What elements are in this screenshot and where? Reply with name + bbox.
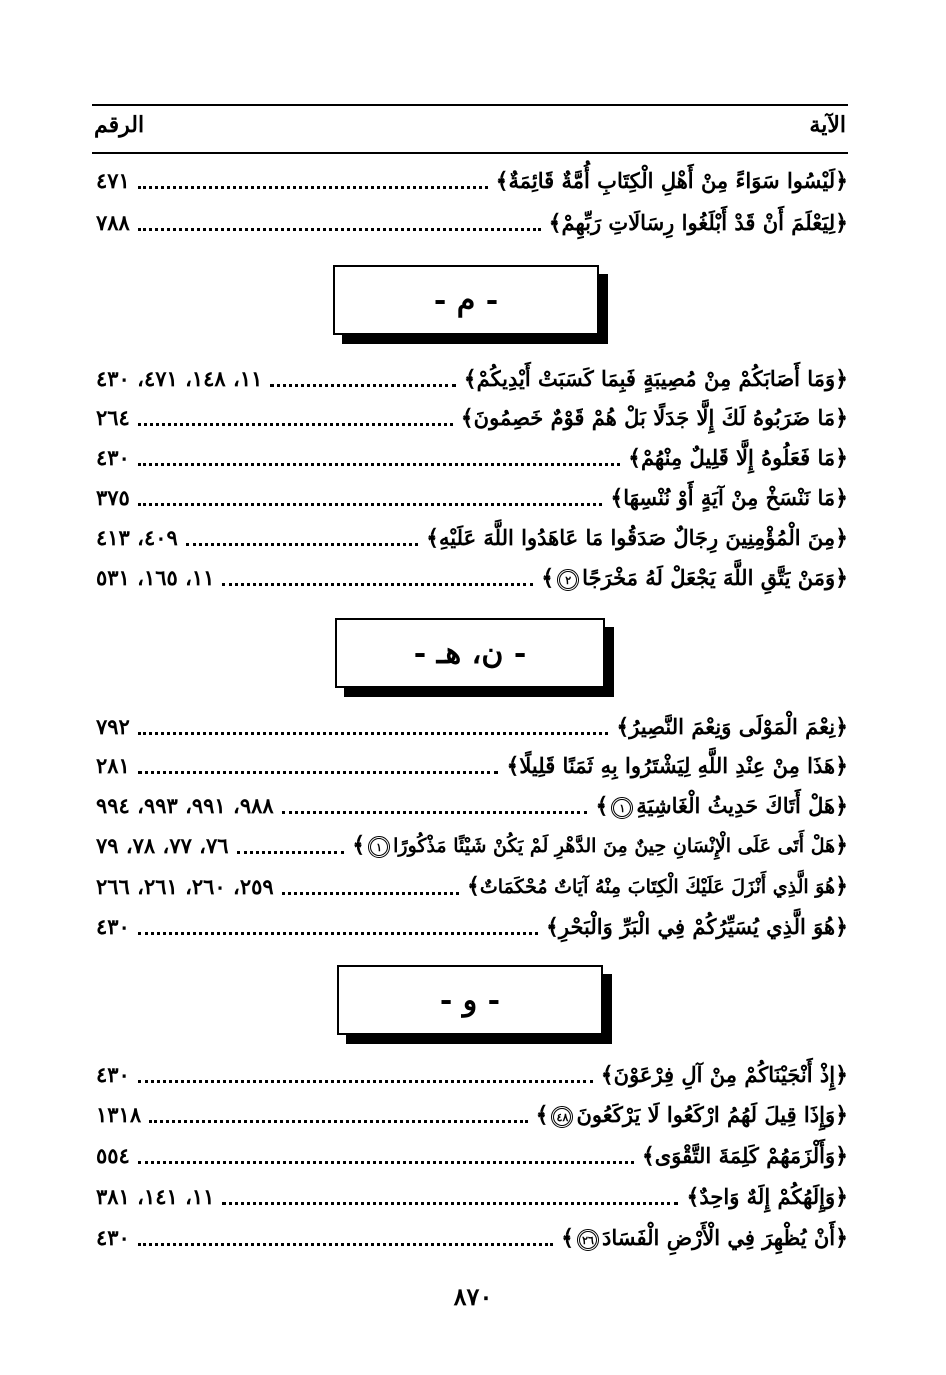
section-heading-meem: - م - (333, 265, 599, 335)
verse-end-mark: ١ (368, 836, 390, 858)
page-references: ٧٨٨ (96, 210, 130, 235)
index-row (96, 825, 848, 861)
page-references: ٤٣٠ (96, 445, 130, 470)
index-row (96, 397, 848, 433)
index-row (96, 517, 848, 553)
leader-dots (138, 503, 603, 506)
index-row (96, 745, 848, 781)
leader-dots (222, 1202, 678, 1205)
index-row (96, 1054, 848, 1090)
leader-dots (138, 932, 538, 935)
ayah-text: ﴿مَا نَنْسَخْ مِنْ آيَةٍ أَوْ نُنْسِهَا﴾ (610, 485, 848, 511)
index-row (96, 160, 848, 196)
ayah-text: ﴿هَلْ أَتَى عَلَى الْإِنْسَانِ حِينٌ مِنَ الدَّهْرِ لَمْ يَكُنْ شَيْئًا مَذْكُورًا١﴾ (352, 832, 848, 858)
verse-end-mark: ٤٨ (551, 1106, 573, 1128)
page-references: ٤٣٠ (96, 1225, 130, 1250)
ayah-text: ﴿مَا فَعَلُوهُ إِلَّا قَلِيلٌ مِنْهُمْ﴾ (628, 445, 848, 471)
ayah-text: ﴿وَمَا أَصَابَكُمْ مِنْ مُصِيبَةٍ فَبِمَا كَسَبَتْ أَيْدِيكُمْ﴾ (463, 366, 848, 392)
index-row (96, 358, 848, 394)
leader-dots (138, 732, 609, 735)
leader-dots (149, 1120, 527, 1123)
leader-dots (237, 851, 345, 854)
page-number: ٨٧٠ (453, 1282, 493, 1311)
index-row (96, 1217, 848, 1253)
index-row (96, 202, 848, 238)
page-references: ٧٦، ٧٧، ٧٨، ٧٩ (96, 833, 229, 858)
index-row (96, 866, 848, 902)
page-references: ١١، ١٦٥، ٥٣١ (96, 565, 215, 590)
ayah-text: ﴿مِنَ الْمُؤْمِنِينَ رِجَالٌ صَدَقُوا مَا عَاهَدُوا اللَّهَ عَلَيْهِ﴾ (426, 525, 848, 551)
leader-dots (138, 1243, 553, 1246)
page-references: ١٣١٨ (96, 1102, 142, 1127)
leader-dots (138, 1161, 634, 1164)
index-row (96, 1176, 848, 1212)
table-header (92, 104, 848, 154)
page-references: ٣٧٥ (96, 485, 130, 510)
leader-dots (270, 384, 455, 387)
page-references: ٤٣٠ (96, 1062, 130, 1087)
ayah-text: ﴿وَإِذَا قِيلَ لَهُمُ ارْكَعُوا لَا يَرْكَعُونَ٤٨﴾ (535, 1102, 848, 1128)
ayah-text: ﴿هُوَ الَّذِي أَنْزَلَ عَلَيْكَ الْكِتَابَ مِنْهُ آيَاتٌ مُحْكَمَاتٌ﴾ (467, 873, 848, 899)
page-references: ١١، ١٤٨، ٤٧١، ٤٣٠ (96, 366, 263, 391)
section-heading-noon-ha: - ن، هـ - (335, 618, 605, 688)
leader-dots (138, 1080, 593, 1083)
leader-dots (138, 186, 488, 189)
ayah-text: ﴿وَإِلَهُكُمْ إِلَهٌ وَاحِدٌ﴾ (686, 1184, 848, 1210)
ayah-text: ﴿وَأَلْزَمَهُمْ كَلِمَةَ التَّقْوَى﴾ (641, 1143, 848, 1169)
leader-dots (138, 771, 499, 774)
page-references: ٢٥٩، ٢٦٠، ٢٦١، ٢٦٦ (96, 874, 274, 899)
index-row (96, 785, 848, 821)
ayah-text: ﴿أَنْ يُظْهِرَ فِي الْأَرْضِ الْفَسَادَ٢٦﴾ (561, 1225, 848, 1251)
number-column-label: الرقم (94, 112, 145, 138)
verse-end-mark: ١ (611, 797, 633, 819)
index-row (96, 906, 848, 942)
leader-dots (138, 463, 620, 466)
ayah-text: ﴿مَا ضَرَبُوهُ لَكَ إِلَّا جَدَلًا بَلْ هُمْ قَوْمٌ خَصِمُونَ﴾ (460, 405, 848, 431)
index-row (96, 1135, 848, 1171)
leader-dots (138, 423, 453, 426)
page-references: ٢٦٤ (96, 405, 130, 430)
index-row (96, 437, 848, 473)
page-references: ٤٣٠ (96, 914, 130, 939)
leader-dots (222, 583, 533, 586)
verse-end-mark: ٢ (557, 569, 579, 591)
ayah-column-label: الآية (809, 112, 846, 138)
ayah-text: ﴿إِذْ أَنْجَيْنَاكُمْ مِنْ آلِ فِرْعَوْنَ﴾ (600, 1062, 848, 1088)
leader-dots (138, 228, 541, 231)
leader-dots (282, 892, 459, 895)
ayah-text: ﴿هُوَ الَّذِي يُسَيِّرُكُمْ فِي الْبَرِّ وَالْبَحْرِ﴾ (546, 914, 848, 940)
section-heading-waw: - و - (337, 965, 603, 1035)
index-row (96, 477, 848, 513)
verse-end-mark: ٢٦ (577, 1229, 599, 1251)
page-references: ٥٥٤ (96, 1143, 130, 1168)
ayah-text: ﴿لِيَعْلَمَ أَنْ قَدْ أَبْلَغُوا رِسَالَاتِ رَبِّهِمْ﴾ (548, 210, 848, 236)
page-references: ٧٩٢ (96, 714, 130, 739)
page-references: ٢٨١ (96, 753, 130, 778)
leader-dots (186, 543, 418, 546)
index-row (96, 1094, 848, 1130)
page-references: ٩٨٨، ٩٩١، ٩٩٣، ٩٩٤ (96, 793, 274, 818)
leader-dots (282, 811, 588, 814)
page-references: ٤٧١ (96, 168, 130, 193)
ayah-text: ﴿لَيْسُوا سَوَاءً مِنْ أَهْلِ الْكِتَابِ أُمَّةٌ قَائِمَةٌ﴾ (495, 168, 848, 194)
page-references: ٤٠٩، ٤١٣ (96, 525, 178, 550)
index-row (96, 706, 848, 742)
ayah-text: ﴿هَلْ أَتَاكَ حَدِيثُ الْغَاشِيَةِ١﴾ (595, 793, 848, 819)
ayah-text: ﴿نِعْمَ الْمَوْلَى وَنِعْمَ النَّصِيرُ﴾ (616, 714, 848, 740)
ayah-text: ﴿وَمَنْ يَتَّقِ اللَّهَ يَجْعَلْ لَهُ مَخْرَجًا٢﴾ (541, 565, 848, 591)
page-references: ١١، ١٤١، ٣٨١ (96, 1184, 215, 1209)
index-row (96, 557, 848, 593)
ayah-text: ﴿هَذَا مِنْ عِنْدِ اللَّهِ لِيَشْتَرُوا بِهِ ثَمَنًا قَلِيلًا﴾ (506, 753, 848, 779)
